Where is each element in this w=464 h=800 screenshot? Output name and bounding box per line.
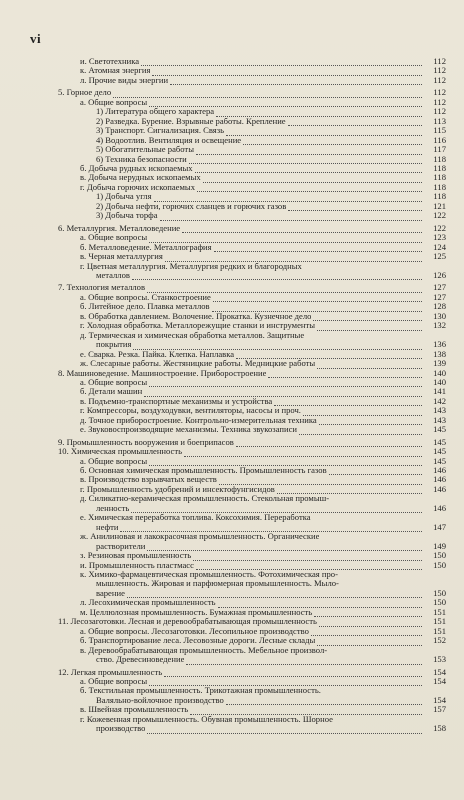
toc-entry-page: 118 <box>433 162 446 173</box>
toc-entry-title: 10. Химическая промышленность <box>58 447 183 457</box>
dot-leader <box>147 286 422 293</box>
toc-entry-title: д. Термическая и химическая обработка металлов. Защитные <box>80 330 305 340</box>
dot-leader <box>314 610 422 617</box>
toc-entry <box>58 636 446 645</box>
dot-leader <box>131 506 422 513</box>
dot-leader <box>219 478 422 485</box>
dot-leader <box>196 148 422 155</box>
toc-entry-title: в. Подъемно-транспортные механизмы и устройства <box>80 396 273 406</box>
toc-entry-title: 12. Легкая промышленность <box>58 667 163 677</box>
toc-entry-page: 112 <box>433 65 446 76</box>
toc-entry <box>58 283 446 292</box>
toc-entry-page: 150 <box>433 597 446 608</box>
toc-entry-title: е. Сварка. Резка. Пайка. Клепка. Наплавка <box>80 349 235 359</box>
dot-leader <box>303 409 422 416</box>
toc-entry-title: а. Общие вопросы <box>80 677 148 686</box>
toc-entry-page: 138 <box>433 348 446 359</box>
dot-leader <box>197 185 422 192</box>
toc-entry-page: 145 <box>433 424 446 435</box>
toc-entry <box>58 513 446 522</box>
toc-entry <box>58 321 446 330</box>
toc-entry <box>58 192 446 201</box>
dot-leader <box>288 204 422 211</box>
toc-entry-page: 157 <box>433 704 446 715</box>
toc-entry <box>58 646 446 655</box>
dot-leader <box>152 69 422 76</box>
dot-leader <box>195 166 422 173</box>
toc-entry <box>58 696 446 705</box>
dot-leader <box>149 459 422 466</box>
toc-entry-title: в. Швейная промышленность <box>80 705 189 715</box>
toc-entry-title: 5. Горное дело <box>58 88 112 98</box>
toc-entry-page: 112 <box>433 96 446 107</box>
toc-entry <box>58 570 446 579</box>
toc-entry-title: б. Текстильная промышленность. Трикотажная промышленность. <box>80 686 321 696</box>
toc-entry-title: в. Добыча нерудных ископаемых <box>80 173 201 183</box>
toc-entry-title: 8. Машиноведение. Машиностроение. Приборостроение <box>58 368 267 378</box>
toc-entry-title: з. Резиновая промышленность <box>80 551 192 561</box>
toc-entry-page: 118 <box>433 181 446 192</box>
toc-entry <box>58 57 446 66</box>
toc-entry <box>58 224 446 233</box>
toc-entry-title: варение <box>96 588 125 598</box>
toc-entry <box>58 293 446 302</box>
toc-entry <box>58 243 446 252</box>
toc-entry-page: 142 <box>433 395 446 406</box>
toc-entry-page: 112 <box>433 106 446 117</box>
toc-entry-title: а. Общие вопросы <box>80 97 148 107</box>
toc-entry-title: 2) Добыча нефти, горючих сланцев и горючих газов <box>96 201 287 211</box>
toc-entry-title: к. Атомная энергия <box>80 66 151 76</box>
toc-entry <box>58 359 446 368</box>
toc-entry-page: 115 <box>433 125 446 136</box>
dot-leader <box>127 591 422 598</box>
dot-leader <box>133 343 422 350</box>
toc-entry <box>58 705 446 714</box>
toc-entry <box>58 183 446 192</box>
toc-entry-title: а. Общие вопросы. Станкостроение <box>80 292 211 302</box>
toc-entry <box>58 126 446 135</box>
toc-entry <box>58 252 446 261</box>
toc-entry-page: 152 <box>433 635 446 646</box>
toc-entry <box>58 397 446 406</box>
dot-leader <box>226 129 422 136</box>
toc-entry <box>58 532 446 541</box>
toc-entry-page: 146 <box>433 465 446 476</box>
toc-entry <box>58 617 446 626</box>
toc-entry-title: г. Промышленность удобрений и инсектофунгисидов <box>80 484 275 494</box>
dot-leader <box>313 314 422 321</box>
toc-entry-page: 122 <box>433 222 446 233</box>
toc-entry-page: 140 <box>433 376 446 387</box>
toc-entry-page: 149 <box>433 540 446 551</box>
toc-entry <box>58 523 446 532</box>
toc-entry-page: 151 <box>433 606 446 617</box>
toc-entry-page: 117 <box>433 144 446 155</box>
toc-entry-page: 118 <box>433 191 446 202</box>
toc-entry-page: 150 <box>433 587 446 598</box>
toc-entry-page: 130 <box>433 310 446 321</box>
toc-entry-title: л. Лесохимическая промышленность <box>80 598 216 608</box>
toc-entry <box>58 271 446 280</box>
toc-entry-page: 112 <box>433 87 446 98</box>
toc-entry-title: г. Компрессоры, воздуходувки, вентиляторы, насосы и проч. <box>80 406 301 416</box>
dot-leader <box>154 195 422 202</box>
toc-entry-title: ж. Слесарные работы. Жестяницкие работы. Медницкие работы <box>80 359 316 369</box>
dot-leader <box>144 390 422 397</box>
dot-leader <box>184 450 422 457</box>
toc-entry-page: 113 <box>433 115 446 126</box>
toc-entry-page: 147 <box>433 521 446 532</box>
dot-leader <box>186 658 422 665</box>
toc-entry-title: к. Химико-фармацевтическая промышленность. Фотохимическая про- <box>80 570 338 580</box>
dot-leader <box>299 428 422 435</box>
toc-entry-title: д. Силикатно-керамическая промышленность. Стекольная промыш- <box>80 494 330 504</box>
toc-entry-title: ленность <box>96 503 130 513</box>
toc-entry-page: 146 <box>433 474 446 485</box>
dot-leader <box>317 639 422 646</box>
toc-entry-page: 118 <box>433 153 446 164</box>
dot-leader <box>277 487 422 494</box>
toc-entry-title: 6) Техника безопасности <box>96 154 187 164</box>
dot-leader <box>213 295 422 302</box>
toc-entry-page: 141 <box>433 386 446 397</box>
dot-leader <box>243 138 422 145</box>
dot-leader <box>212 305 422 312</box>
dot-leader <box>160 214 422 221</box>
toc-entry <box>58 542 446 551</box>
dot-leader <box>170 78 422 85</box>
toc-entry <box>58 378 446 387</box>
toc-entry-title: а. Общие вопросы. Лесозаготовки. Лесопильное производство <box>80 626 309 636</box>
toc-entry-page: 145 <box>433 455 446 466</box>
toc-entry <box>58 202 446 211</box>
toc-entry <box>58 88 446 97</box>
toc-entry-page: 116 <box>433 134 446 145</box>
toc-entry <box>58 406 446 415</box>
dot-leader <box>196 563 422 570</box>
toc-entry <box>58 598 446 607</box>
toc-entry-page: 140 <box>433 367 446 378</box>
toc-entry-page: 150 <box>433 559 446 570</box>
dot-leader <box>149 236 422 243</box>
toc-entry-page: 125 <box>433 251 446 262</box>
toc-entry-title: 4) Водоотлив. Вентиляция и освещение <box>96 135 242 145</box>
toc-entry-title: б. Добыча рудных ископаемых <box>80 163 193 173</box>
toc-entry <box>58 233 446 242</box>
toc-entry-page: 153 <box>433 654 446 665</box>
toc-entry-title: 7. Технология металлов <box>58 283 146 293</box>
toc-entry <box>58 76 446 85</box>
toc-entry-title: а. Общие вопросы <box>80 233 148 243</box>
toc-entry <box>58 350 446 359</box>
toc-entry-title: Валяльно-войлочное производство <box>96 695 224 705</box>
toc-entry <box>58 262 446 271</box>
dot-leader <box>226 698 422 705</box>
toc-entry-title: б. Металловедение. Металлография <box>80 242 212 252</box>
toc-entry <box>58 668 446 677</box>
toc-entry <box>58 340 446 349</box>
toc-entry-title: д. Точное приборостроение. Контрольно-измерительная техника <box>80 415 317 425</box>
toc-entry <box>58 416 446 425</box>
toc-entry-page: 151 <box>433 625 446 636</box>
toc-entry <box>58 438 446 447</box>
toc-entry <box>58 724 446 733</box>
page-folio: vi <box>30 31 42 46</box>
toc-entry <box>58 136 446 145</box>
toc-entry-title: 6. Металлургия. Металловедение <box>58 223 181 233</box>
toc-entry-title: ж. Анилиновая и лакокрасочная промышленность. Органические <box>80 532 320 542</box>
toc-entry-title: и. Промышленность пластмасс <box>80 560 194 570</box>
toc-entry <box>58 466 446 475</box>
toc-entry <box>58 369 446 378</box>
toc-entry-title: г. Кожевенная промышленность. Обувная промышленность. Шорное <box>80 714 333 724</box>
dot-leader <box>132 273 422 280</box>
toc-entry-page: 151 <box>433 616 446 627</box>
toc-entry <box>58 387 446 396</box>
table-of-contents <box>58 57 446 734</box>
toc-entry-title: в. Деревообрабатывающая промышленность. Мебельное произвол- <box>80 645 328 655</box>
toc-entry-title: 1) Добыча угля <box>96 192 152 202</box>
toc-entry-page: 112 <box>433 56 446 66</box>
toc-entry <box>58 686 446 695</box>
toc-entry-title: 3) Транспорт. Сигнализация. Связь <box>96 126 225 136</box>
toc-entry-page: 158 <box>433 723 446 734</box>
toc-entry-title: в. Обработка давлением. Волочение. Прокатка. Кузнечное дело <box>80 311 312 321</box>
toc-entry-page: 143 <box>433 405 446 416</box>
dot-leader <box>329 468 422 475</box>
toc-entry-page: 122 <box>433 210 446 221</box>
toc-entry <box>58 302 446 311</box>
toc-entry-page: 121 <box>433 200 446 211</box>
toc-entry <box>58 107 446 116</box>
toc-entry <box>58 608 446 617</box>
dot-leader <box>164 670 422 677</box>
dot-leader <box>182 226 422 233</box>
toc-entry-title: ство. Древесиноведение <box>96 655 185 665</box>
toc-entry-title: 1) Литература общего характера <box>96 107 215 117</box>
toc-entry-page: 146 <box>433 483 446 494</box>
toc-entry <box>58 173 446 182</box>
toc-entry-page: 124 <box>433 241 446 252</box>
toc-entry-title: е. Химическая переработка топлива. Коксохимия. Переработка <box>80 513 311 523</box>
dot-leader <box>193 554 422 561</box>
toc-entry <box>58 155 446 164</box>
toc-entry-page: 118 <box>433 172 446 183</box>
dot-leader <box>274 399 422 406</box>
dot-leader <box>317 324 422 331</box>
toc-entry-title: б. Транспортирование леса. Лесовозные дороги. Лесные склады <box>80 636 316 646</box>
toc-entry-title: 3) Добыча торфа <box>96 211 158 221</box>
dot-leader <box>189 157 422 164</box>
toc-entry-title: и. Светотехника <box>80 57 140 66</box>
toc-entry-title: а. Общие вопросы <box>80 456 148 466</box>
dot-leader <box>149 100 422 107</box>
toc-entry <box>58 66 446 75</box>
toc-entry-title: е. Звуковоспроизводящие механизмы. Техника звукозаписи <box>80 425 298 435</box>
toc-entry <box>58 504 446 513</box>
toc-entry-page: 145 <box>433 446 446 457</box>
dot-leader <box>268 371 422 378</box>
toc-entry <box>58 579 446 588</box>
toc-entry <box>58 117 446 126</box>
toc-entry-page: 132 <box>433 320 446 331</box>
toc-entry-title: м. Целлюлозная промышленность. Бумажная промышленность <box>80 607 313 617</box>
dot-leader <box>203 176 422 183</box>
toc-entry <box>58 98 446 107</box>
toc-entry-title: производство <box>96 724 146 734</box>
dot-leader <box>120 525 422 532</box>
dot-leader <box>113 91 422 98</box>
toc-entry-page: 136 <box>433 339 446 350</box>
dot-leader <box>147 544 422 551</box>
dot-leader <box>214 245 422 252</box>
toc-entry <box>58 475 446 484</box>
toc-entry-title: г. Холодная обработка. Металлорежущие станки и инструменты <box>80 321 316 331</box>
toc-entry-title: г. Цветная металлургия. Металлургия редких и благородных <box>80 261 302 271</box>
toc-entry-title: 5) Обогатительные работы <box>96 145 194 155</box>
toc-entry <box>58 425 446 434</box>
dot-leader <box>311 629 422 636</box>
toc-entry <box>58 164 446 173</box>
toc-entry-page: 146 <box>433 502 446 513</box>
toc-entry <box>58 551 446 560</box>
dot-leader <box>236 352 422 359</box>
toc-entry-page: 139 <box>433 358 446 369</box>
toc-entry-page: 126 <box>433 269 446 280</box>
dot-leader <box>165 255 422 262</box>
toc-entry-title: покрытия <box>96 340 132 350</box>
toc-entry-page: 127 <box>433 291 446 302</box>
dot-leader <box>218 601 423 608</box>
toc-entry-title: б. Литейное дело. Плавка металлов <box>80 302 210 312</box>
toc-entry <box>58 447 446 456</box>
toc-entry <box>58 331 446 340</box>
dot-leader <box>216 110 422 117</box>
toc-entry-title: металлов <box>96 270 130 280</box>
toc-entry-title: 2) Разведка. Бурение. Взрывные работы. Крепление <box>96 116 286 126</box>
dot-leader <box>317 362 422 369</box>
dot-leader <box>141 59 422 66</box>
toc-entry <box>58 211 446 220</box>
toc-entry-title: растворители <box>96 541 146 551</box>
dot-leader <box>319 620 422 627</box>
toc-entry <box>58 457 446 466</box>
dot-leader <box>190 708 422 715</box>
dot-leader <box>149 380 422 387</box>
toc-entry-page: 154 <box>433 694 446 705</box>
toc-entry <box>58 312 446 321</box>
toc-entry-page: 127 <box>433 282 446 293</box>
toc-entry <box>58 655 446 664</box>
toc-entry-title: б. Основная химическая промышленность. Промышленность газов <box>80 466 327 476</box>
toc-entry <box>58 145 446 154</box>
toc-entry <box>58 485 446 494</box>
toc-entry-title: б. Детали машин <box>80 387 143 397</box>
dot-leader <box>236 440 422 447</box>
toc-entry-title: л. Прочие виды энергии <box>80 75 169 85</box>
toc-entry-title: г. Добыча горючих ископаемых <box>80 182 195 192</box>
toc-entry-page: 150 <box>433 550 446 561</box>
toc-entry-page: 128 <box>433 301 446 312</box>
toc-entry <box>58 677 446 686</box>
dot-leader <box>149 679 422 686</box>
toc-entry-page: 112 <box>433 74 446 85</box>
toc-entry-page: 154 <box>433 666 446 677</box>
toc-entry-title: 11. Лесозаготовки. Лесная и деревообрабатывающая промышленность <box>58 617 317 627</box>
toc-entry-page: 143 <box>433 414 446 425</box>
toc-entry <box>58 627 446 636</box>
dot-leader <box>147 727 422 734</box>
toc-entry-title: в. Черная металлургия <box>80 252 163 262</box>
toc-entry-title: мышленность. Жировая и парфюмерная промышленность. Мыло- <box>96 579 339 589</box>
dot-leader <box>319 418 422 425</box>
toc-entry-page: 123 <box>433 232 446 243</box>
toc-entry <box>58 561 446 570</box>
toc-entry-title: нефти <box>96 522 119 532</box>
toc-entry-title: а. Общие вопросы <box>80 377 148 387</box>
toc-entry-page: 154 <box>433 676 446 686</box>
toc-entry <box>58 589 446 598</box>
toc-entry <box>58 715 446 724</box>
toc-entry-title: в. Производство взрывчатых веществ <box>80 475 217 485</box>
toc-entry <box>58 494 446 503</box>
toc-entry-title: 9. Промышленность вооружения и боеприпасов <box>58 437 234 447</box>
toc-entry-page: 145 <box>433 436 446 447</box>
dot-leader <box>288 119 422 126</box>
